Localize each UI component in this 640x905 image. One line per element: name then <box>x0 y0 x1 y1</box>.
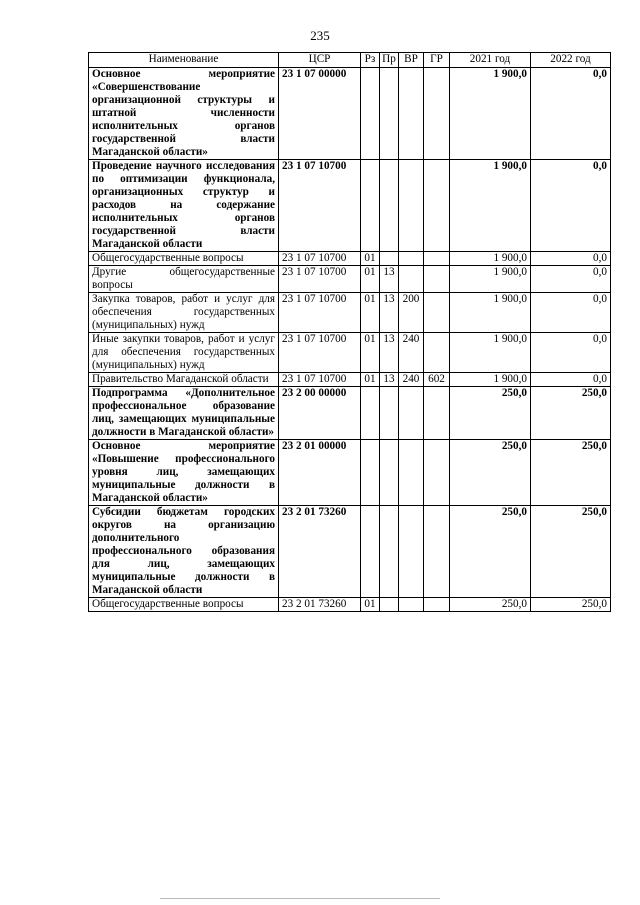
cell-pr: 13 <box>380 373 399 387</box>
cell-2022: 0,0 <box>531 266 611 293</box>
cell-name: Основное мероприятие «Повышение профессионального уровня лиц, замещающих муниципальные должности в Магаданской области» <box>89 440 279 506</box>
cell-gr <box>424 266 450 293</box>
cell-pr <box>380 252 399 266</box>
cell-rz <box>361 506 380 598</box>
cell-csr: 23 2 01 73260 <box>279 598 361 612</box>
table-row <box>89 506 611 598</box>
cell-vr: 240 <box>399 333 424 373</box>
cell-gr <box>424 160 450 252</box>
cell-pr <box>380 440 399 506</box>
table-body <box>89 68 611 612</box>
cell-pr: 13 <box>380 266 399 293</box>
cell-2022: 250,0 <box>531 387 611 440</box>
cell-vr: 200 <box>399 293 424 333</box>
cell-2022: 250,0 <box>531 598 611 612</box>
header-pr: Пр <box>380 53 399 68</box>
cell-2021: 250,0 <box>450 598 531 612</box>
cell-csr: 23 1 07 10700 <box>279 252 361 266</box>
cell-2022: 0,0 <box>531 252 611 266</box>
table-row <box>89 160 611 252</box>
bottom-divider <box>160 898 440 899</box>
header-2022: 2022 год <box>531 53 611 68</box>
cell-name: Проведение научного исследования по оптимизации функционала, организационных структур и расходов на содержание исполнительных органов государственной власти Магаданской области <box>89 160 279 252</box>
cell-rz: 01 <box>361 266 380 293</box>
cell-vr <box>399 252 424 266</box>
cell-vr <box>399 160 424 252</box>
cell-name: Другие общегосударственные вопросы <box>89 266 279 293</box>
cell-name: Правительство Магаданской области <box>89 373 279 387</box>
cell-rz <box>361 387 380 440</box>
cell-gr <box>424 440 450 506</box>
header-csr: ЦСР <box>279 53 361 68</box>
cell-2021: 1 900,0 <box>450 373 531 387</box>
cell-rz <box>361 68 380 160</box>
cell-csr: 23 1 07 10700 <box>279 373 361 387</box>
cell-vr <box>399 440 424 506</box>
cell-name: Субсидии бюджетам городских округов на организацию дополнительного профессионального образования для лиц, замещающих муниципальные должности в Магаданской области <box>89 506 279 598</box>
cell-2022: 0,0 <box>531 160 611 252</box>
cell-pr <box>380 387 399 440</box>
cell-name: Основное мероприятие «Совершенствование организационной структуры и штатной численности исполнительных органов государственной власти Магаданской области» <box>89 68 279 160</box>
cell-gr <box>424 68 450 160</box>
cell-vr <box>399 506 424 598</box>
header-vr: ВР <box>399 53 424 68</box>
cell-csr: 23 2 00 00000 <box>279 387 361 440</box>
cell-2022: 0,0 <box>531 333 611 373</box>
header-2021: 2021 год <box>450 53 531 68</box>
cell-name: Общегосударственные вопросы <box>89 598 279 612</box>
cell-vr <box>399 387 424 440</box>
cell-pr <box>380 160 399 252</box>
header-rz: Рз <box>361 53 380 68</box>
cell-2022: 0,0 <box>531 293 611 333</box>
cell-2021: 1 900,0 <box>450 293 531 333</box>
cell-rz <box>361 160 380 252</box>
cell-rz: 01 <box>361 293 380 333</box>
table-header-row <box>89 53 611 68</box>
cell-pr: 13 <box>380 293 399 333</box>
cell-csr: 23 1 07 10700 <box>279 266 361 293</box>
cell-rz: 01 <box>361 598 380 612</box>
table-row <box>89 598 611 612</box>
cell-gr: 602 <box>424 373 450 387</box>
table-row <box>89 252 611 266</box>
cell-2021: 250,0 <box>450 506 531 598</box>
cell-pr <box>380 598 399 612</box>
cell-name: Закупка товаров, работ и услуг для обеспечения государственных (муниципальных) нужд <box>89 293 279 333</box>
cell-name: Иные закупки товаров, работ и услуг для обеспечения государственных (муниципальных) нужд <box>89 333 279 373</box>
cell-rz: 01 <box>361 252 380 266</box>
cell-name: Подпрограмма «Дополнительное профессиональное образование лиц, замещающих муниципальные должности в Магаданской области» <box>89 387 279 440</box>
cell-gr <box>424 506 450 598</box>
cell-csr: 23 2 01 73260 <box>279 506 361 598</box>
cell-vr: 240 <box>399 373 424 387</box>
cell-gr <box>424 598 450 612</box>
cell-csr: 23 1 07 10700 <box>279 333 361 373</box>
cell-gr <box>424 293 450 333</box>
table-row <box>89 266 611 293</box>
cell-pr <box>380 68 399 160</box>
cell-vr <box>399 266 424 293</box>
table-row <box>89 440 611 506</box>
page-number: 235 <box>310 28 330 43</box>
table-row <box>89 333 611 373</box>
cell-2022: 0,0 <box>531 68 611 160</box>
cell-csr: 23 1 07 10700 <box>279 160 361 252</box>
cell-2022: 250,0 <box>531 440 611 506</box>
cell-csr: 23 1 07 10700 <box>279 293 361 333</box>
budget-table <box>88 52 611 612</box>
cell-2021: 1 900,0 <box>450 68 531 160</box>
cell-vr <box>399 598 424 612</box>
cell-name: Общегосударственные вопросы <box>89 252 279 266</box>
table-row <box>89 373 611 387</box>
cell-pr: 13 <box>380 333 399 373</box>
cell-vr <box>399 68 424 160</box>
cell-gr <box>424 333 450 373</box>
cell-rz <box>361 440 380 506</box>
cell-2021: 250,0 <box>450 387 531 440</box>
table-row <box>89 293 611 333</box>
cell-2021: 1 900,0 <box>450 266 531 293</box>
cell-2022: 0,0 <box>531 373 611 387</box>
cell-csr: 23 1 07 00000 <box>279 68 361 160</box>
cell-2021: 1 900,0 <box>450 252 531 266</box>
cell-gr <box>424 252 450 266</box>
header-name: Наименование <box>89 53 279 68</box>
cell-2021: 1 900,0 <box>450 333 531 373</box>
cell-rz: 01 <box>361 373 380 387</box>
cell-2021: 1 900,0 <box>450 160 531 252</box>
cell-rz: 01 <box>361 333 380 373</box>
cell-gr <box>424 387 450 440</box>
table-row <box>89 387 611 440</box>
cell-csr: 23 2 01 00000 <box>279 440 361 506</box>
table-row <box>89 68 611 160</box>
cell-2021: 250,0 <box>450 440 531 506</box>
cell-2022: 250,0 <box>531 506 611 598</box>
cell-pr <box>380 506 399 598</box>
header-gr: ГР <box>424 53 450 68</box>
